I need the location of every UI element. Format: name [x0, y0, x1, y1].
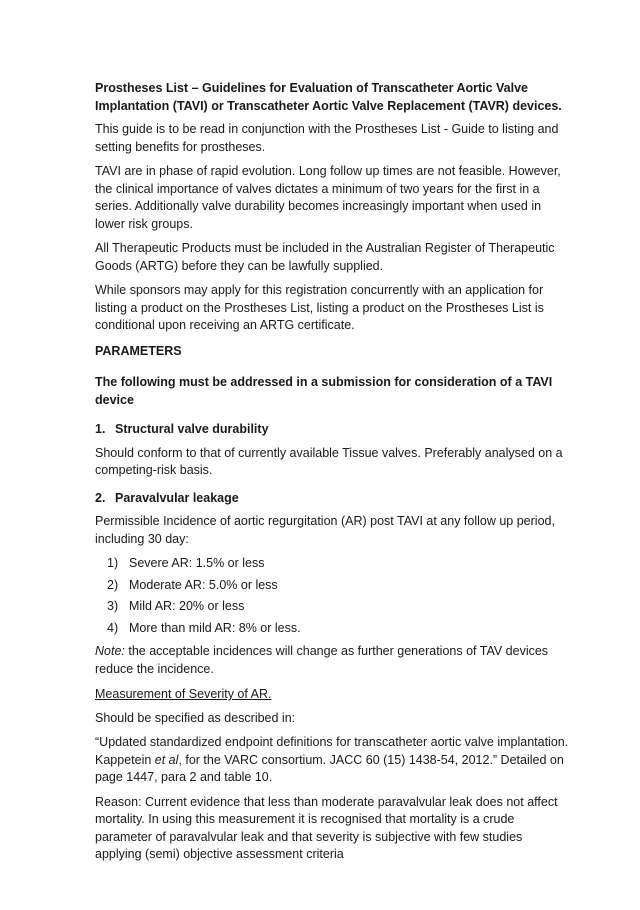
- parameters-heading: PARAMETERS: [95, 343, 182, 358]
- list-marker: 1): [107, 556, 119, 570]
- list-marker: 2): [107, 577, 119, 592]
- document-page: [95, 80, 570, 871]
- list-item: [95, 620, 570, 638]
- submission-heading: The following must be addressed in a submission for consideration of a TAVI device: [95, 375, 553, 407]
- measurement-heading: Measurement of Severity of AR.: [95, 687, 272, 701]
- list-marker: 4): [107, 620, 119, 635]
- section-text: Permissible Incidence of aortic regurgitation (AR) post TAVI at any follow up period, including 30 day:: [95, 514, 555, 546]
- intro-paragraph: While sponsors may apply for this registration concurrently with an application for listing a product on the Prostheses List, listing a product on the Prostheses List is conditional upon receiving an ARTG certificate.: [95, 283, 544, 332]
- section-number: 1.: [95, 422, 106, 436]
- list-item: [95, 555, 570, 573]
- measurement-text: Should be specified as described in:: [95, 710, 296, 725]
- intro-paragraph: TAVI are in phase of rapid evolution. Long follow up times are not feasible. However, the clinical importance of valves dictates a minimum of two years for the first in a series. Additionally valve durability becomes increasingly important when used in lower risk groups.: [95, 164, 561, 231]
- citation-et-al: et al: [154, 752, 179, 767]
- intro-paragraph: All Therapeutic Products must be included in the Australian Register of Therapeutic Goods (ARTG) before they can be lawfully supplied.: [95, 241, 555, 273]
- note-label: Note:: [95, 644, 125, 658]
- list-item-text: Severe AR: 1.5% or less: [129, 556, 265, 570]
- list-item-text: Moderate AR: 5.0% or less: [129, 577, 278, 592]
- section-number: 2.: [95, 490, 106, 505]
- citation-paragraph: [95, 734, 570, 787]
- note-text: the acceptable incidences will change as further generations of TAV devices reduce the incidence.: [95, 644, 549, 676]
- citation-text: , for the VARC consortium. JACC 60 (15) 1438-54, 2012.” Detailed on page 1447, para 2 and table 10.: [95, 752, 564, 784]
- section-heading: [95, 421, 570, 439]
- document-title: Prostheses List – Guidelines for Evaluation of Transcatheter Aortic Valve Implantation (TAVI) or Transcatheter Aortic Valve Replacement (TAVR) devices.: [95, 81, 562, 113]
- list-item-text: More than mild AR: 8% or less.: [129, 620, 301, 635]
- intro-paragraph: This guide is to be read in conjunction with the Prostheses List - Guide to listing and setting benefits for prostheses.: [95, 122, 559, 154]
- note-paragraph: [95, 643, 570, 678]
- ar-limits-list: [95, 555, 570, 637]
- list-item-text: Mild AR: 20% or less: [129, 599, 245, 613]
- section-title: Paravalvular leakage: [115, 490, 239, 505]
- section-text: Should conform to that of currently available Tissue valves. Preferably analysed on a competing-risk basis.: [95, 445, 563, 477]
- list-item: [95, 598, 570, 616]
- citation-text: “Updated standardized endpoint definitions for transcatheter aortic valve implantation. Kappetein: [95, 735, 569, 767]
- section-heading: [95, 490, 570, 508]
- list-item: [95, 577, 570, 595]
- section-title: Structural valve durability: [115, 422, 269, 436]
- list-marker: 3): [107, 599, 119, 613]
- reason-paragraph: Reason: Current evidence that less than moderate paravalvular leak does not affect mortality. In using this measurement it is recognised that mortality is a crude parameter of paravalvular leak and that severity is subjective with few studies applying (semi) objective assessment criteria: [95, 794, 558, 861]
